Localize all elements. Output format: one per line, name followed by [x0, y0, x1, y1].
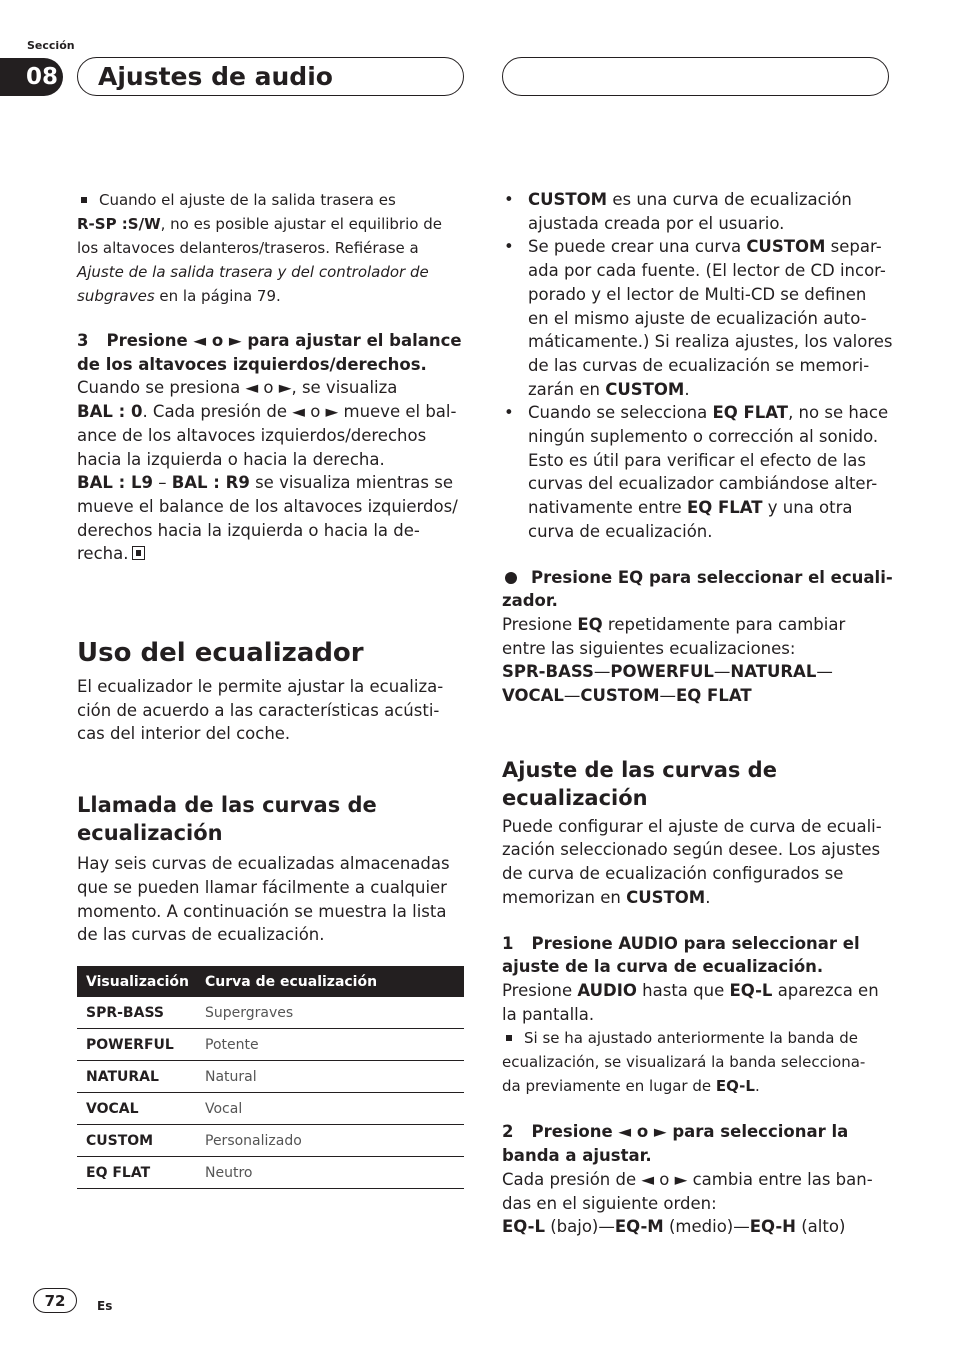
- bullet-text: ada por cada fuente. (El lector de CD incor-: [528, 261, 886, 281]
- language-code: Es: [97, 1299, 113, 1313]
- step-text: . Cada presión de ◄ o ► mueve el bal-: [142, 402, 457, 422]
- rear-output-note: [77, 188, 467, 308]
- eq-sequence-line: [502, 684, 897, 708]
- display-value: EQ FLAT: [676, 686, 752, 706]
- table-row: [77, 1125, 464, 1157]
- bullet-text: ajustada creada por el usuario.: [528, 213, 785, 233]
- eq-curves-table: [77, 966, 464, 1189]
- step-text: recha.: [77, 544, 129, 564]
- band-sequence-line: [502, 1215, 897, 1239]
- step-text: la pantalla.: [502, 1004, 595, 1024]
- step-number: 3: [77, 331, 89, 350]
- bullet-text: y una otra: [762, 498, 853, 518]
- table-cell: Natural: [196, 1061, 464, 1093]
- chapter-title: Ajustes de audio: [77, 57, 464, 96]
- section-number-badge: 08: [0, 58, 63, 96]
- note-text: , no es posible ajustar el equilibrio de: [160, 215, 442, 233]
- step-text: Cada presión de ◄ o ► cambia entre las ban-: [502, 1169, 873, 1189]
- separator: —: [713, 662, 731, 682]
- section-heading-uso: Uso del ecualizador: [77, 638, 364, 669]
- table-cell: SPR-BASS: [77, 997, 196, 1029]
- separator: —: [593, 662, 611, 682]
- step-text: ance de los altavoces izquierdos/derechos: [77, 425, 427, 445]
- display-value: EQ-H: [749, 1217, 796, 1237]
- bullet-text: máticamente.) Si realiza ajustes, los valores: [528, 332, 893, 352]
- display-value: BAL : 0: [77, 402, 143, 422]
- bullet-text: Se puede crear una curva: [528, 237, 747, 257]
- step-heading: de los altavoces izquierdos/derechos.: [77, 354, 427, 374]
- step-2: [502, 1120, 897, 1239]
- table-row: [77, 1061, 464, 1093]
- step-text: Presione: [502, 614, 578, 634]
- end-mark-icon: [132, 546, 145, 560]
- display-value: VOCAL: [502, 686, 564, 706]
- note-square-icon: [506, 1035, 512, 1041]
- display-value: EQ-L: [729, 980, 773, 1000]
- display-value: EQ-L: [502, 1217, 545, 1237]
- table-header-row: [77, 966, 464, 997]
- paragraph-line: de las curvas de ecualización.: [77, 925, 325, 945]
- step-text: –: [152, 473, 172, 493]
- step-3: [77, 329, 467, 566]
- paragraph-line: Hay seis curvas de ecualizadas almacenadas: [77, 854, 450, 874]
- bullet-text: ningún suplemento o corrección al sonido.: [528, 427, 879, 447]
- display-value: CUSTOM: [605, 379, 685, 399]
- table-cell: Supergraves: [196, 997, 464, 1029]
- left-column: [77, 188, 467, 947]
- table-cell: Vocal: [196, 1093, 464, 1125]
- separator: —: [659, 686, 676, 706]
- paragraph-line: Puede configurar el ajuste de curva de ecuali-: [502, 816, 882, 836]
- display-value: EQ-M: [614, 1217, 664, 1237]
- step-text: hasta que: [636, 980, 730, 1000]
- note-text: ecualización, se visualizará la banda selecciona-: [502, 1053, 866, 1072]
- step-text: se visualiza mientras se: [249, 473, 453, 493]
- table-header-cell: Curva de ecualización: [196, 966, 464, 997]
- right-column: [502, 188, 897, 1239]
- paragraph-line: memorizan en: [502, 887, 627, 907]
- display-value: BAL : R9: [171, 473, 250, 493]
- paragraph-line: momento. A continuación se muestra la lista: [77, 901, 447, 921]
- step-heading: zador.: [502, 591, 558, 611]
- eq-step: [502, 566, 897, 708]
- note-text: en la página 79.: [154, 287, 281, 305]
- display-value: POWERFUL: [610, 662, 714, 682]
- step-text: entre las siguientes ecualizaciones:: [502, 638, 796, 658]
- step-heading: Presione EQ para seleccionar el ecuali-: [531, 567, 893, 587]
- subsection-title: ecualización: [502, 785, 648, 810]
- display-value: BAL : L9: [77, 473, 153, 493]
- bullet-custom: [502, 188, 897, 235]
- table-cell: CUSTOM: [77, 1125, 196, 1157]
- bullet-text: .: [684, 379, 690, 399]
- subsection-title: Ajuste de las curvas de: [502, 757, 777, 782]
- step-dot-icon: [505, 572, 517, 584]
- separator: —: [563, 686, 581, 706]
- display-value: SPR-BASS: [502, 662, 594, 682]
- step-text: Cuando se presiona ◄ o ►, se visualiza: [77, 378, 398, 398]
- bullet-custom-source: [502, 235, 897, 401]
- note-square-icon: [81, 197, 87, 203]
- step-heading: Presione ◄ o ► para seleccionar la: [531, 1122, 849, 1142]
- display-value: AUDIO: [577, 980, 637, 1000]
- note-text: .: [754, 1077, 760, 1096]
- step-text: (medio)—: [663, 1217, 750, 1237]
- bullet-text: de las curvas de ecualización se memori-: [528, 355, 870, 375]
- llamada-paragraph: [77, 852, 467, 947]
- bullet-text: Cuando se selecciona: [528, 403, 713, 423]
- uso-paragraph: [77, 675, 467, 746]
- step-text: (alto): [796, 1217, 846, 1237]
- table-cell: VOCAL: [77, 1093, 196, 1125]
- page-number: 72: [33, 1288, 77, 1313]
- note-text: R-SP :S/W: [77, 215, 161, 233]
- table-cell: Personalizado: [196, 1125, 464, 1157]
- note-text: Cuando el ajuste de la salida trasera es: [99, 191, 396, 209]
- eq-sequence-line: [502, 660, 897, 684]
- subsection-title: ecualización: [77, 821, 223, 846]
- table-cell: Neutro: [196, 1157, 464, 1189]
- table-cell: NATURAL: [77, 1061, 196, 1093]
- bullet-text: separ-: [825, 237, 882, 257]
- section-label: Sección: [27, 39, 75, 52]
- bullet-text: curva de ecualización.: [528, 521, 713, 541]
- bullet-text: en el mismo ajuste de ecualización auto-: [528, 308, 867, 328]
- paragraph-line: .: [705, 887, 711, 907]
- bullet-text: porado y el lector de Multi-CD se definen: [528, 284, 867, 304]
- step-text: derechos hacia la izquierda o hacia la de-: [77, 520, 420, 540]
- display-value: CUSTOM: [580, 686, 660, 706]
- paragraph-line: zación seleccionado según desee. Los ajustes: [502, 840, 881, 860]
- display-value: EQ FLAT: [712, 403, 789, 423]
- bullet-text: zarán en: [528, 379, 606, 399]
- paragraph-line: ción de acuerdo a las características acústi-: [77, 700, 440, 720]
- paragraph-line: de curva de ecualización configurados se: [502, 864, 844, 884]
- display-value: CUSTOM: [746, 237, 826, 257]
- subsection-heading-ajuste: [502, 756, 897, 812]
- bullet-text: nativamente entre: [528, 498, 687, 518]
- step-heading: ajuste de la curva de ecualización.: [502, 957, 824, 977]
- paragraph-line: El ecualizador le permite ajustar la ecualiza-: [77, 677, 444, 697]
- bullet-text: es una curva de ecualización: [607, 190, 852, 209]
- step-1: [502, 932, 897, 1099]
- note-text: da previamente en lugar de: [502, 1077, 716, 1096]
- bullet-eq-flat: [502, 401, 897, 543]
- step-text: (bajo)—: [544, 1217, 615, 1237]
- note-link-text: Ajuste de la salida trasera y del controlador de: [77, 263, 429, 281]
- subsection-heading-llamada: [77, 791, 467, 847]
- subsection-title: Llamada de las curvas de: [77, 793, 377, 818]
- display-value: CUSTOM: [528, 190, 608, 209]
- step-heading: banda a ajustar.: [502, 1146, 652, 1166]
- step-text: hacia la izquierda o hacia la derecha.: [77, 449, 385, 469]
- eq-curves-table-wrap: [77, 966, 464, 1189]
- table-cell: POWERFUL: [77, 1029, 196, 1061]
- table-row: [77, 1157, 464, 1189]
- note-text: Si se ha ajustado anteriormente la banda de: [524, 1029, 858, 1048]
- display-value: CUSTOM: [626, 887, 706, 907]
- table-row: [77, 1029, 464, 1061]
- note-link-text: subgraves: [77, 287, 155, 305]
- step-text: repetidamente para cambiar: [602, 614, 846, 634]
- table-cell: Potente: [196, 1029, 464, 1061]
- step-heading: Presione AUDIO para seleccionar el: [531, 933, 860, 953]
- step-number: 2: [502, 1122, 514, 1142]
- bullet-text: Esto es útil para verificar el efecto de las: [528, 450, 866, 470]
- note-text: los altavoces delanteros/traseros. Refiérase a: [77, 239, 419, 257]
- table-row: [77, 1093, 464, 1125]
- display-value: EQ FLAT: [686, 498, 763, 518]
- paragraph-line: cas del interior del coche.: [77, 724, 291, 744]
- paragraph-line: que se pueden llamar fácilmente a cualquier: [77, 877, 447, 897]
- display-value: EQ-L: [715, 1077, 755, 1096]
- table-cell: EQ FLAT: [77, 1157, 196, 1189]
- separator: —: [816, 662, 833, 682]
- step-heading: Presione ◄ o ► para ajustar el balance: [106, 331, 462, 350]
- table-row: [77, 997, 464, 1029]
- ajuste-paragraph: [502, 815, 897, 910]
- step-text: Presione: [502, 980, 578, 1000]
- bullet-text: curvas del ecualizador cambiándose alter-: [528, 474, 878, 494]
- band-note: [502, 1026, 897, 1098]
- step-number: 1: [502, 933, 514, 953]
- bullet-text: , no se hace: [788, 403, 889, 423]
- table-header-cell: Visualización: [77, 966, 196, 997]
- display-value: EQ: [577, 614, 603, 634]
- header-empty-pill: [502, 57, 889, 96]
- step-text: das en el siguiente orden:: [502, 1193, 717, 1213]
- step-text: mueve el balance de los altavoces izquierdos/: [77, 496, 458, 516]
- display-value: NATURAL: [730, 662, 817, 682]
- step-text: aparezca en: [772, 980, 879, 1000]
